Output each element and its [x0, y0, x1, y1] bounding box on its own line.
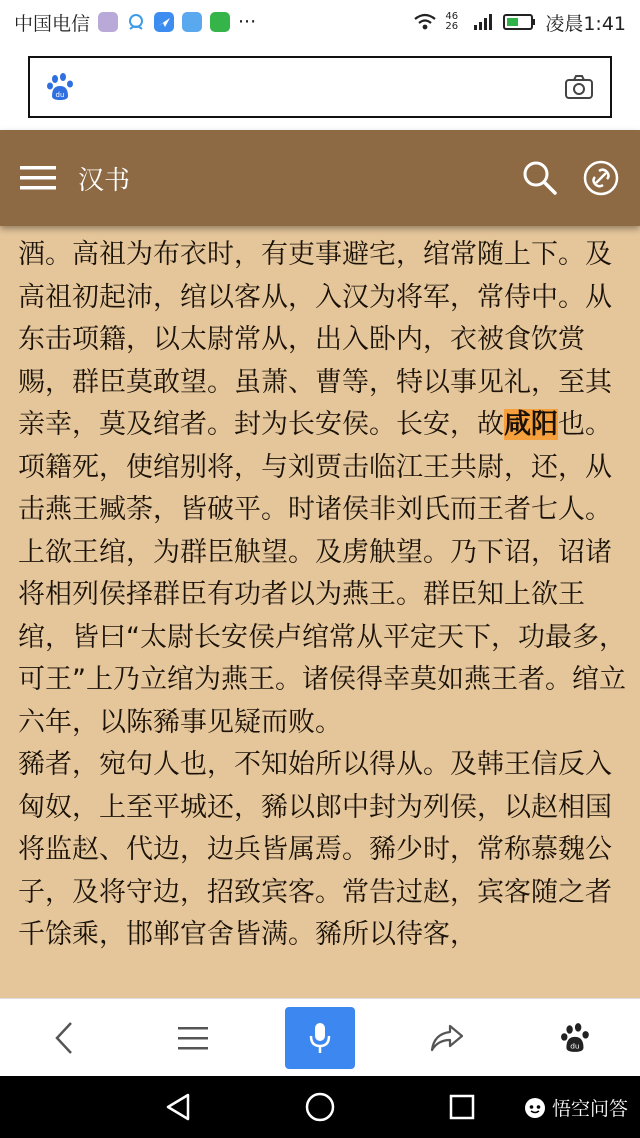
page-title: 汉书 [78, 165, 131, 196]
search-box[interactable] [28, 56, 612, 118]
status-left [14, 9, 256, 36]
watermark-logo [524, 1097, 546, 1119]
paragraph-3: 豨者，宛句人也，不知始所以得从。及韩王信反入匈奴，上至平城还，豨以郎中封为列侯，以赵相国将监赵、代边，边兵皆属焉。豨少时，常称慕魏公子，及将守边，招致宾客。常告过赵，宾客随之者千馀乘，邯郸官舍皆满。豨所以待客， [18, 749, 612, 950]
plane-icon [154, 12, 174, 32]
content-text [18, 234, 626, 957]
list-menu-icon[interactable] [157, 1008, 229, 1068]
wifi-icon [413, 13, 437, 31]
highlighted-term[interactable]: 咸阳 [504, 409, 558, 440]
search-icon[interactable] [522, 160, 558, 196]
news-icon [182, 12, 202, 32]
system-nav-bar [0, 1076, 640, 1138]
camera-icon[interactable] [564, 74, 594, 100]
status-right [413, 9, 626, 36]
photo-icon [98, 12, 118, 32]
bottom-toolbar [0, 998, 640, 1077]
baidu-paw-icon [46, 72, 76, 102]
search-area [0, 44, 640, 130]
hands-icon [126, 12, 146, 32]
nav-recents-icon[interactable] [448, 1093, 476, 1121]
watermark [524, 1094, 628, 1121]
iqiyi-icon [210, 12, 230, 32]
paragraph-1-after: 也。 [558, 409, 612, 440]
signal-icon [473, 13, 495, 31]
status-time: 凌晨1:41 [545, 12, 626, 35]
microphone-icon[interactable] [285, 1007, 355, 1069]
nav-back-icon[interactable] [164, 1092, 192, 1122]
nav-home-icon[interactable] [304, 1091, 336, 1123]
battery-icon [503, 13, 537, 31]
paragraph-2: 项籍死，使绾别将，与刘贾击临江王共尉，还，从击燕王臧荼，皆破平。时诸侯非刘氏而王者七人。上欲王绾，为群臣觖望。及虏觖望。乃下诏，诏诸将相列侯择群臣有功者以为燕王。群臣知上欲王绾，皆曰“太尉长安侯卢绾常从平定天下，功最多，可王”上乃立绾为燕王。诸侯得幸莫如燕王者。绾立六年，以陈豨事见疑而败。 [18, 451, 626, 738]
chevron-left-icon[interactable] [28, 1008, 100, 1068]
status-bar [0, 0, 640, 44]
share-icon[interactable] [411, 1008, 483, 1068]
link-circle-icon[interactable] [582, 159, 620, 197]
watermark-text: 悟空问答 [551, 1098, 628, 1120]
carrier-label: 中国电信 [14, 12, 91, 35]
network-label: 46 26 [445, 11, 459, 32]
more-dots: ··· [238, 11, 257, 33]
app-header [0, 130, 640, 226]
paragraph-1-before: 酒。高祖为布衣时，有吏事避宅，绾常随上下。及高祖初起沛，绾以客从，入汉为将军，常侍中。从东击项籍，以太尉常从，出入卧内，衣被食饮赏赐，群臣莫敢望。虽萧、曹等，特以事见礼，至其亲幸，莫及绾者。封为长安侯。长安，故 [18, 239, 612, 440]
svg-text:du: du [55, 91, 65, 99]
search-input[interactable] [88, 74, 564, 100]
paragraph-1 [18, 234, 626, 447]
reading-content [0, 226, 640, 998]
svg-text:du: du [569, 1041, 580, 1051]
hamburger-menu-icon[interactable] [20, 164, 56, 192]
baidu-home-icon[interactable] [540, 1008, 612, 1068]
